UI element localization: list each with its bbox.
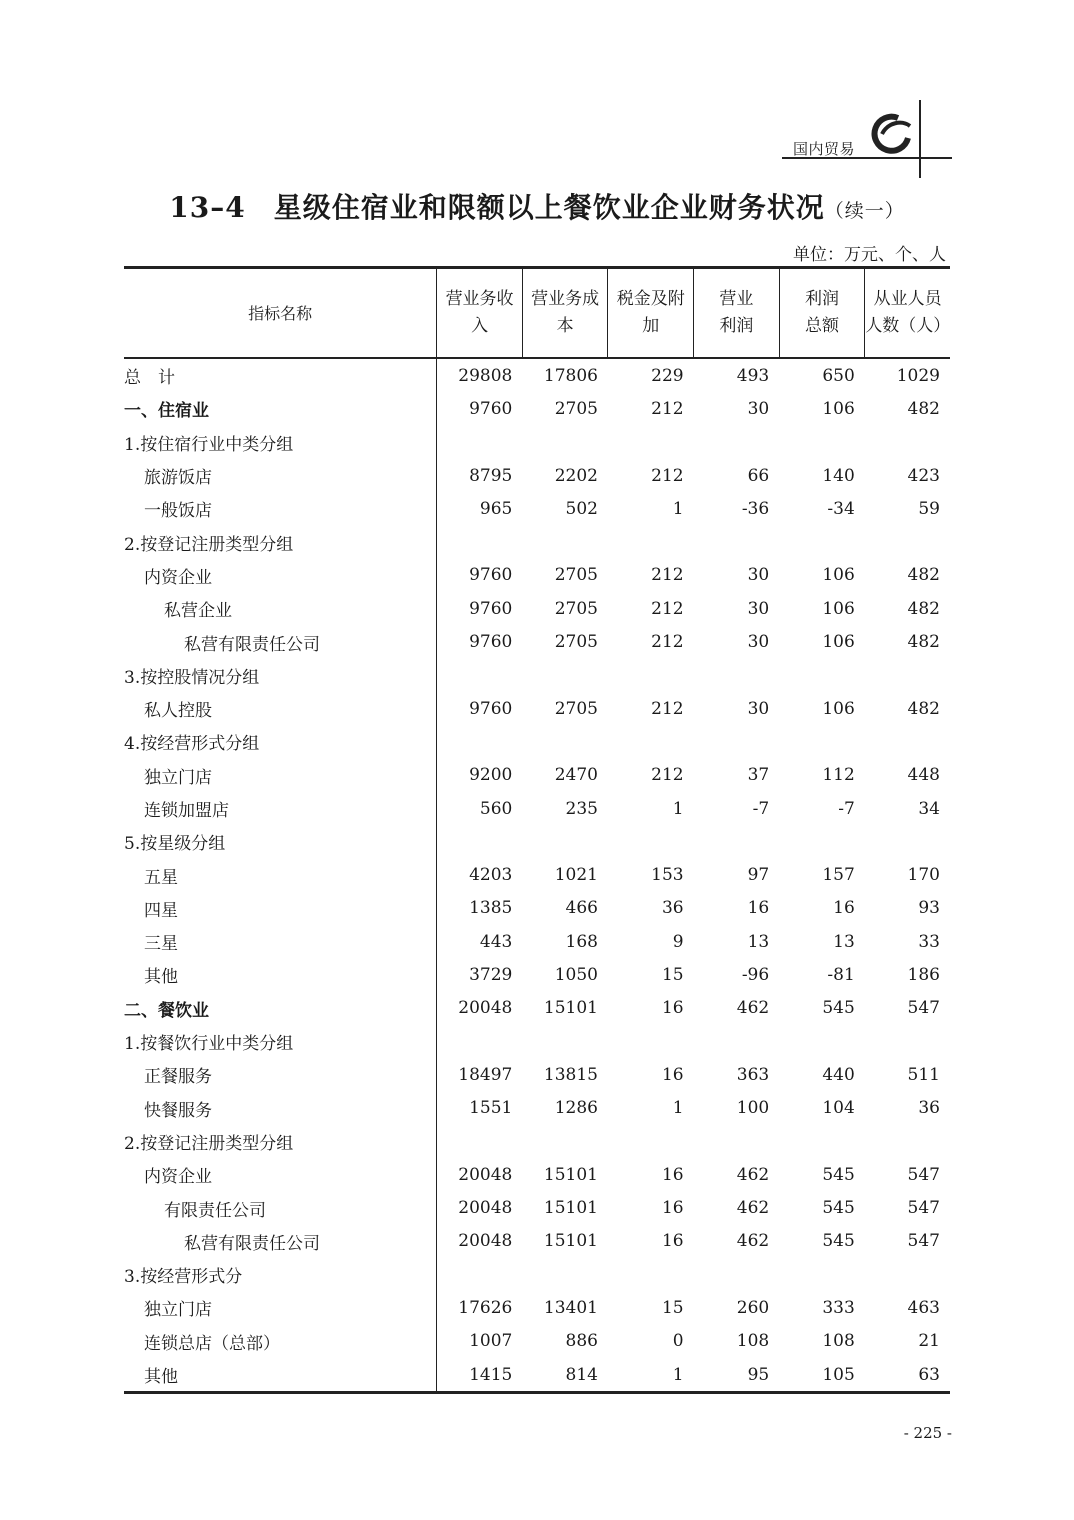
row-label: 有限责任公司: [164, 1200, 266, 1221]
cell-value: 545: [822, 1198, 855, 1219]
cell-value: 235: [565, 798, 598, 819]
cell-value: 560: [437, 792, 523, 825]
row-label: 总 计: [124, 368, 175, 389]
cell-value: 212: [651, 632, 684, 653]
cell-value: 170: [907, 865, 940, 886]
cell-value: 13401: [543, 1297, 598, 1318]
cell-value: 1: [672, 1098, 684, 1119]
column-header-revenue: 营业务收 入: [437, 268, 523, 359]
cell-value: -96: [741, 964, 770, 985]
cell-value: 1050: [554, 964, 598, 985]
table-row: [124, 958, 950, 991]
row-label: 1.按住宿行业中类分组: [124, 434, 294, 455]
cell-value: -7: [752, 798, 770, 819]
page-number: - 225 -: [903, 1424, 952, 1442]
row-label: 3.按经营形式分: [124, 1267, 243, 1288]
column-header-total-profit: 利润 总额: [779, 268, 865, 359]
cell-value: [865, 725, 950, 758]
table-row: [124, 1358, 950, 1393]
header-vertical-rule: [919, 100, 921, 178]
table-row: [124, 492, 950, 525]
cell-value: 886: [565, 1331, 598, 1352]
row-label: 私营有限责任公司: [184, 1233, 320, 1254]
cell-value: 448: [907, 765, 940, 786]
cell-value: 333: [822, 1297, 855, 1318]
cell-value: 1415: [437, 1358, 523, 1393]
cell-value: 106: [822, 598, 855, 619]
row-label: 私营有限责任公司: [184, 634, 320, 655]
cell-value: 511: [907, 1064, 940, 1085]
cell-value: 16: [661, 998, 684, 1019]
cell-value: 37: [747, 765, 770, 786]
cell-value: [522, 1125, 608, 1158]
cell-value: [865, 1125, 950, 1158]
cell-value: [522, 659, 608, 692]
cell-value: 93: [918, 898, 940, 919]
column-header-cost: 营业务成 本: [522, 268, 608, 359]
cell-value: [437, 426, 523, 459]
column-header-employees: 从业人员 人数（人）: [865, 268, 950, 359]
table-row: [124, 1058, 950, 1091]
table-title-suffix: （续一）: [824, 200, 905, 222]
cell-value: 17626: [437, 1291, 523, 1324]
row-label: 快餐服务: [144, 1100, 212, 1121]
cell-value: 36: [661, 898, 684, 919]
cell-value: [694, 725, 780, 758]
cell-value: 16: [661, 1064, 684, 1085]
cell-value: 545: [822, 998, 855, 1019]
cell-value: 443: [437, 925, 523, 958]
cell-value: 2705: [554, 632, 598, 653]
row-label: 5.按星级分组: [124, 834, 226, 855]
cell-value: [694, 1025, 780, 1058]
cell-value: 20048: [437, 1225, 523, 1258]
cell-value: [522, 1025, 608, 1058]
cell-value: [437, 659, 523, 692]
cell-value: [608, 1025, 694, 1058]
table-row: [124, 992, 950, 1025]
cell-value: 33: [918, 931, 940, 952]
row-label: 内资企业: [144, 1167, 212, 1188]
cell-value: 502: [565, 498, 598, 519]
cell-value: 15101: [543, 1198, 598, 1219]
cell-value: 814: [522, 1358, 608, 1393]
row-label: 2.按登记注册类型分组: [124, 534, 294, 555]
table-row: [124, 426, 950, 459]
cell-value: 104: [822, 1098, 855, 1119]
cell-value: 2470: [554, 765, 598, 786]
table-row: [124, 692, 950, 725]
cell-value: [694, 1125, 780, 1158]
cell-value: 547: [907, 1231, 940, 1252]
row-label: 连锁加盟店: [144, 801, 229, 821]
cell-value: 423: [907, 465, 940, 486]
table-row: [124, 592, 950, 625]
cell-value: 493: [736, 365, 770, 386]
cell-value: 462: [736, 1164, 770, 1185]
cell-value: 2705: [554, 698, 598, 719]
row-label: 3.按控股情况分组: [124, 667, 260, 688]
cell-value: 462: [736, 1231, 770, 1252]
cell-value: 212: [651, 598, 684, 619]
cell-value: 1029: [896, 365, 940, 386]
cell-value: -81: [827, 964, 855, 985]
table-row: [124, 525, 950, 558]
cell-value: 229: [651, 365, 684, 386]
cell-value: [608, 1258, 694, 1291]
row-label: 1.按餐饮行业中类分组: [124, 1034, 294, 1055]
cell-value: [779, 525, 865, 558]
cell-value: 186: [907, 964, 940, 985]
cell-value: 1: [672, 498, 684, 519]
row-label: 其他: [144, 967, 178, 988]
cell-value: 0: [672, 1331, 684, 1352]
cell-value: 545: [822, 1231, 855, 1252]
table-row: [124, 659, 950, 692]
cell-value: 466: [565, 898, 598, 919]
cell-value: [779, 426, 865, 459]
table-row: [124, 1258, 950, 1291]
cell-value: 17806: [543, 365, 598, 386]
table-row: [124, 792, 950, 825]
table-title: 星级住宿业和限额以上餐饮业企业财务状况: [273, 191, 825, 224]
cell-value: 545: [822, 1164, 855, 1185]
cell-value: 212: [651, 398, 684, 419]
cell-value: 112: [822, 765, 855, 786]
cell-value: 9760: [437, 559, 523, 592]
cell-value: [437, 725, 523, 758]
cell-value: 66: [747, 465, 770, 486]
cell-value: [522, 1258, 608, 1291]
unit-note: 单位：万元、个、人: [793, 245, 946, 265]
table-row: [124, 759, 950, 792]
row-label: 二、餐饮业: [124, 1000, 209, 1021]
cell-value: 108: [736, 1331, 770, 1352]
cell-value: 97: [747, 865, 770, 886]
cell-value: 650: [822, 365, 855, 386]
cell-value: 16: [661, 1198, 684, 1219]
cell-value: 106: [822, 565, 855, 586]
cell-value: [694, 426, 780, 459]
cell-value: 15: [661, 964, 684, 985]
row-label: 其他: [124, 1358, 437, 1393]
row-label: 四星: [144, 900, 178, 921]
cell-value: 30: [747, 598, 770, 619]
cell-value: 8795: [437, 459, 523, 492]
cell-value: 2705: [554, 598, 598, 619]
table-row: [124, 1191, 950, 1224]
cell-value: 168: [565, 931, 598, 952]
cell-value: [694, 825, 780, 858]
table-row: [124, 358, 950, 392]
cell-value: -36: [741, 498, 770, 519]
cell-value: 482: [907, 698, 940, 719]
cell-value: 63: [865, 1358, 950, 1393]
section-logo-icon: [868, 112, 914, 154]
cell-value: 30: [747, 632, 770, 653]
cell-value: 1: [672, 798, 684, 819]
cell-value: 1021: [554, 865, 598, 886]
cell-value: [437, 525, 523, 558]
table-row: [124, 625, 950, 658]
cell-value: 547: [907, 1164, 940, 1185]
cell-value: 482: [907, 632, 940, 653]
cell-value: 547: [907, 998, 940, 1019]
cell-value: 2705: [554, 398, 598, 419]
cell-value: [437, 1025, 523, 1058]
cell-value: 15: [661, 1297, 684, 1318]
row-label: 独立门店: [144, 767, 212, 788]
cell-value: [779, 825, 865, 858]
table-row: [124, 392, 950, 425]
row-label: 4.按经营形式分组: [124, 734, 260, 755]
cell-value: 482: [907, 565, 940, 586]
cell-value: [522, 426, 608, 459]
row-label: 内资企业: [144, 567, 212, 588]
cell-value: 3729: [437, 958, 523, 991]
cell-value: 106: [822, 698, 855, 719]
cell-value: 140: [822, 465, 855, 486]
cell-value: 9760: [437, 592, 523, 625]
cell-value: 153: [651, 865, 684, 886]
cell-value: [522, 525, 608, 558]
cell-value: 440: [822, 1064, 855, 1085]
cell-value: 1385: [437, 892, 523, 925]
column-header-operating-profit: 营业 利润: [694, 268, 780, 359]
cell-value: 2202: [554, 465, 598, 486]
cell-value: 36: [918, 1098, 940, 1119]
cell-value: 2705: [554, 565, 598, 586]
table-row: [124, 725, 950, 758]
cell-value: 157: [822, 865, 855, 886]
cell-value: 21: [918, 1331, 940, 1352]
column-header-name: 指标名称: [124, 268, 437, 359]
cell-value: [522, 825, 608, 858]
cell-value: [608, 1125, 694, 1158]
row-label: 一、住宿业: [124, 401, 209, 422]
row-label: 私营企业: [164, 601, 232, 622]
cell-value: 1007: [437, 1325, 523, 1358]
cell-value: 462: [736, 1198, 770, 1219]
cell-value: 100: [736, 1098, 770, 1119]
row-label: 旅游饭店: [144, 468, 212, 489]
cell-value: [865, 1025, 950, 1058]
cell-value: 212: [651, 565, 684, 586]
cell-value: 1551: [437, 1092, 523, 1125]
cell-value: 965: [437, 492, 523, 525]
cell-value: 30: [747, 698, 770, 719]
cell-value: 482: [907, 598, 940, 619]
cell-value: -34: [827, 498, 855, 519]
cell-value: 20048: [437, 1191, 523, 1224]
section-header: 国内贸易: [793, 140, 856, 158]
cell-value: [608, 659, 694, 692]
cell-value: [779, 1125, 865, 1158]
cell-value: [865, 525, 950, 558]
cell-value: [608, 426, 694, 459]
cell-value: 30: [747, 565, 770, 586]
cell-value: 30: [747, 398, 770, 419]
cell-value: 13: [833, 931, 855, 952]
cell-value: 108: [822, 1331, 855, 1352]
row-label: 三星: [144, 934, 178, 955]
cell-value: [865, 659, 950, 692]
cell-value: 106: [822, 632, 855, 653]
cell-value: 16: [833, 898, 855, 919]
row-label: 五星: [144, 867, 178, 888]
cell-value: 363: [736, 1064, 770, 1085]
cell-value: 59: [918, 498, 940, 519]
cell-value: 106: [822, 398, 855, 419]
table-number: 13–4: [169, 191, 246, 224]
cell-value: 9: [672, 931, 684, 952]
cell-value: 105: [779, 1358, 865, 1393]
cell-value: 9200: [437, 759, 523, 792]
table-row: [124, 459, 950, 492]
cell-value: [522, 725, 608, 758]
cell-value: 9760: [437, 392, 523, 425]
cell-value: 1: [608, 1358, 694, 1393]
row-label: 独立门店: [144, 1300, 212, 1321]
row-label: 一般饭店: [144, 501, 212, 522]
cell-value: 29808: [437, 358, 523, 392]
table-header-row: [124, 268, 950, 359]
cell-value: [608, 825, 694, 858]
cell-value: [437, 1258, 523, 1291]
cell-value: [779, 659, 865, 692]
row-label: 正餐服务: [144, 1067, 212, 1088]
cell-value: 16: [747, 898, 770, 919]
table-row: [124, 559, 950, 592]
cell-value: [865, 426, 950, 459]
cell-value: 13: [747, 931, 770, 952]
financial-table: [124, 266, 950, 1394]
table-row: [124, 1092, 950, 1125]
cell-value: 4203: [437, 858, 523, 891]
cell-value: 1286: [554, 1098, 598, 1119]
page-title: [0, 186, 1074, 226]
column-header-tax: 税金及附 加: [608, 268, 694, 359]
row-label: 私人控股: [144, 701, 212, 722]
cell-value: [694, 1258, 780, 1291]
table-row: [124, 1125, 950, 1158]
table-row: [124, 925, 950, 958]
table-row: [124, 1325, 950, 1358]
cell-value: 34: [918, 798, 940, 819]
cell-value: 463: [907, 1297, 940, 1318]
cell-value: 13815: [543, 1064, 598, 1085]
cell-value: 9760: [437, 692, 523, 725]
cell-value: 260: [736, 1297, 770, 1318]
cell-value: [608, 725, 694, 758]
cell-value: 212: [651, 698, 684, 719]
table-row: [124, 1025, 950, 1058]
cell-value: [779, 725, 865, 758]
table-row: [124, 858, 950, 891]
cell-value: 15101: [543, 998, 598, 1019]
cell-value: [779, 1025, 865, 1058]
cell-value: 20048: [437, 1158, 523, 1191]
cell-value: 547: [907, 1198, 940, 1219]
cell-value: [694, 525, 780, 558]
cell-value: [437, 1125, 523, 1158]
cell-value: 212: [651, 465, 684, 486]
cell-value: 95: [694, 1358, 780, 1393]
cell-value: 462: [736, 998, 770, 1019]
cell-value: 15101: [543, 1231, 598, 1252]
cell-value: 482: [907, 398, 940, 419]
table-row: [124, 1158, 950, 1191]
cell-value: [865, 1258, 950, 1291]
cell-value: 20048: [437, 992, 523, 1025]
cell-value: 16: [661, 1231, 684, 1252]
cell-value: 15101: [543, 1164, 598, 1185]
table-row: [124, 1225, 950, 1258]
cell-value: -7: [838, 798, 855, 819]
cell-value: [608, 525, 694, 558]
cell-value: [865, 825, 950, 858]
cell-value: 9760: [437, 625, 523, 658]
table-row: [124, 892, 950, 925]
cell-value: 16: [661, 1164, 684, 1185]
cell-value: 212: [651, 765, 684, 786]
table-row: [124, 825, 950, 858]
cell-value: [437, 825, 523, 858]
row-label: 连锁总店（总部）: [144, 1333, 280, 1354]
row-label: 2.按登记注册类型分组: [124, 1133, 294, 1154]
table-row: [124, 1291, 950, 1324]
cell-value: 18497: [437, 1058, 523, 1091]
cell-value: [694, 659, 780, 692]
cell-value: [779, 1258, 865, 1291]
